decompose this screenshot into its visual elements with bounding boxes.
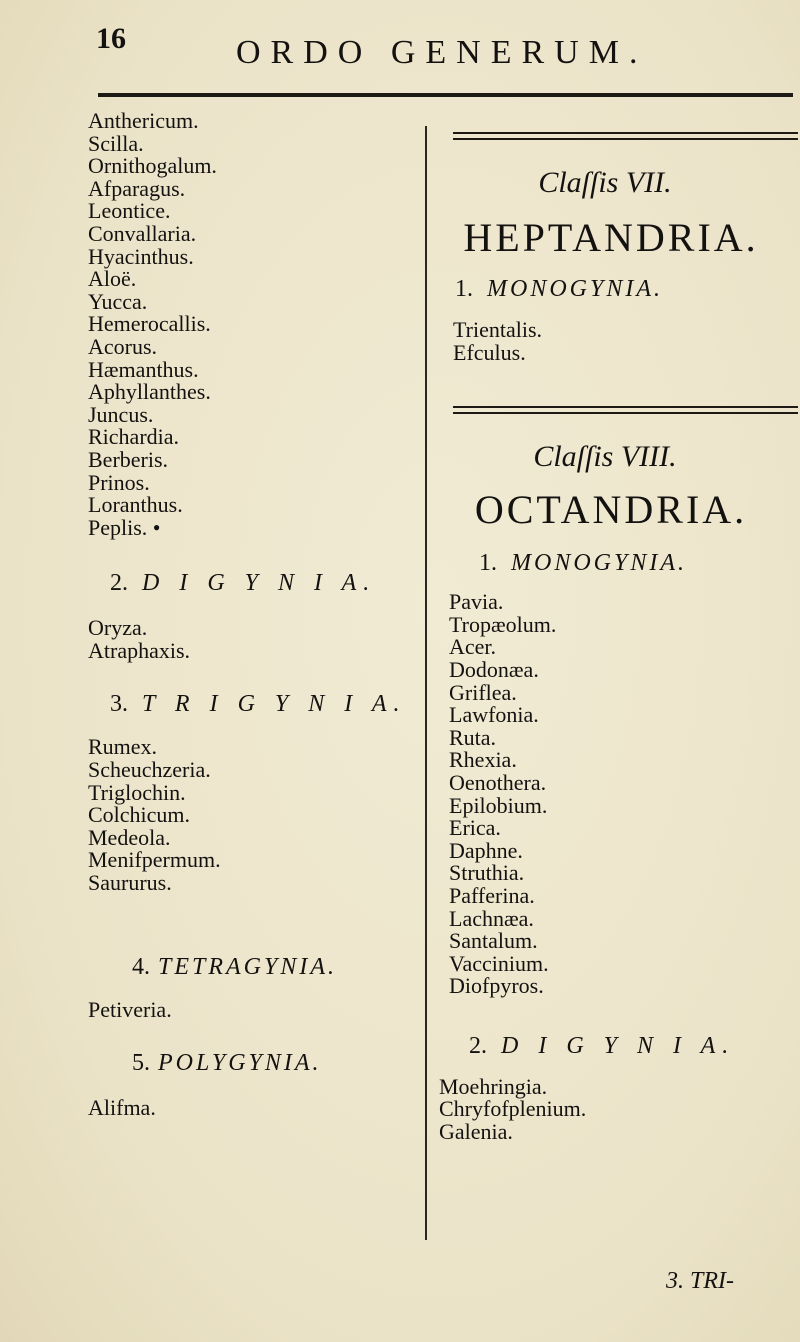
- section-rule: [453, 132, 798, 140]
- genus-item: Prinos.: [88, 469, 150, 495]
- order-number: 1.: [455, 276, 473, 302]
- genus-item: Acer.: [449, 634, 497, 660]
- genus-item: Rumex.: [88, 734, 158, 760]
- genus-item: Moehringia.: [439, 1073, 548, 1099]
- genus-item: Lawfonia.: [449, 702, 539, 728]
- class-name-heptandria: HEPTANDRIA.: [463, 215, 759, 260]
- order-heading-digynia: [469, 1032, 795, 1060]
- running-title: ORDO GENERUM.: [236, 34, 648, 71]
- order-title: POLYGYNIA.: [158, 1050, 322, 1077]
- genus-item: Epilobium.: [449, 792, 548, 818]
- heptandria-genera-list: [453, 319, 795, 364]
- genus-item: Hyacinthus.: [88, 243, 194, 269]
- genus-item: Loranthus.: [88, 492, 183, 518]
- genus-item: Acorus.: [88, 333, 158, 359]
- genus-item: Efculus.: [453, 339, 526, 365]
- genus-item: Anthericum.: [88, 108, 199, 133]
- genus-item: Petiveria.: [88, 996, 172, 1022]
- order-title: D I G Y N I A.: [501, 1032, 736, 1059]
- order-heading-monogynia: [479, 549, 795, 577]
- catchword: 3. TRI-: [666, 1268, 734, 1294]
- genus-item: Leontice.: [88, 198, 171, 224]
- genus-item: Hemerocallis.: [88, 311, 211, 337]
- genus-item: Chryfofplenium.: [439, 1096, 587, 1122]
- order-number: 4.: [132, 953, 150, 980]
- order-number: 1.: [479, 550, 497, 577]
- genus-item: Oenothera.: [449, 769, 547, 795]
- order-number: 3.: [110, 691, 128, 718]
- genus-item: Afparagus.: [88, 175, 186, 201]
- genus-item: Daphne.: [449, 837, 523, 863]
- genus-item: Vaccinium.: [449, 950, 549, 976]
- genus-item: Medeola.: [88, 824, 171, 850]
- genus-item: Convallaria.: [88, 220, 197, 246]
- genus-item: Saururus.: [88, 870, 172, 896]
- genus-item: Scheuchzeria.: [88, 757, 211, 783]
- order-title: MONOGYNIA.: [511, 550, 688, 577]
- octandria-genera-list: [449, 591, 795, 998]
- genus-item: Scilla.: [88, 130, 144, 156]
- genus-item: Ruta.: [449, 724, 497, 750]
- genus-item: Atraphaxis.: [88, 637, 191, 663]
- genus-item: Galenia.: [439, 1119, 513, 1145]
- order-title: TETRAGYNIA.: [158, 953, 338, 980]
- continued-genera-list: [88, 110, 398, 539]
- genus-item: Diofpyros.: [449, 973, 544, 999]
- page-number: 16: [96, 22, 126, 55]
- polygynia-genera-list: [88, 1097, 398, 1120]
- order-title: T R I G Y N I A.: [142, 691, 407, 718]
- genus-item: Trientalis.: [453, 317, 543, 342]
- genus-item: Triglochin.: [88, 779, 186, 805]
- genus-item: Erica.: [449, 815, 501, 841]
- genus-item: Struthia.: [449, 860, 525, 886]
- genus-item: Oryza.: [88, 615, 148, 641]
- class-name-octandria: OCTANDRIA.: [474, 487, 748, 533]
- digynia-genera-list: [88, 617, 398, 662]
- genus-item: Aloë.: [88, 266, 137, 292]
- genus-item: Pafferina.: [449, 882, 535, 908]
- header-rule: [98, 93, 793, 97]
- genus-item: Colchicum.: [88, 802, 191, 828]
- genus-item: Santalum.: [449, 928, 538, 954]
- order-title: MONOGYNIA.: [487, 276, 664, 302]
- genus-item: Ornithogalum.: [88, 153, 217, 179]
- octandria-digynia-genera-list: [439, 1073, 795, 1145]
- trigynia-genera-list: [88, 736, 398, 894]
- genus-item: Peplis. •: [88, 514, 161, 540]
- genus-item: Richardia.: [88, 424, 180, 450]
- genus-item: Alifma.: [88, 1095, 156, 1121]
- tetragynia-genera-list: [88, 996, 398, 1022]
- genus-item: Yucca.: [88, 288, 148, 314]
- order-number: 2.: [469, 1032, 487, 1059]
- order-heading-tetragynia: [132, 953, 398, 981]
- order-heading-polygynia: [132, 1049, 398, 1077]
- section-rule: [453, 406, 798, 414]
- genus-item: Rhexia.: [449, 747, 517, 773]
- right-column: [425, 110, 795, 1144]
- order-number: 2.: [110, 570, 128, 597]
- genus-item: Hæmanthus.: [88, 356, 199, 382]
- genus-item: Tropæolum.: [449, 611, 557, 637]
- order-heading-monogynia: [455, 275, 795, 303]
- genus-item: Lachnæa.: [449, 905, 534, 931]
- classis-heading-vii: Claſſis VII.: [538, 166, 672, 199]
- genus-item: Griflea.: [449, 679, 517, 705]
- order-heading-trigynia: [110, 690, 407, 718]
- order-heading-digynia: [110, 569, 398, 597]
- genus-item: Dodonæa.: [449, 656, 539, 682]
- left-column: [88, 108, 407, 1121]
- genus-item: Juncus.: [88, 401, 154, 427]
- genus-item: Aphyllanthes.: [88, 379, 211, 405]
- order-title: D I G Y N I A.: [142, 570, 377, 597]
- genus-item: Pavia.: [449, 589, 504, 615]
- classis-heading-viii: Claſſis VIII.: [533, 440, 677, 474]
- genus-item: Berberis.: [88, 446, 169, 472]
- genus-item: Menifpermum.: [88, 847, 221, 873]
- order-number: 5.: [132, 1050, 150, 1077]
